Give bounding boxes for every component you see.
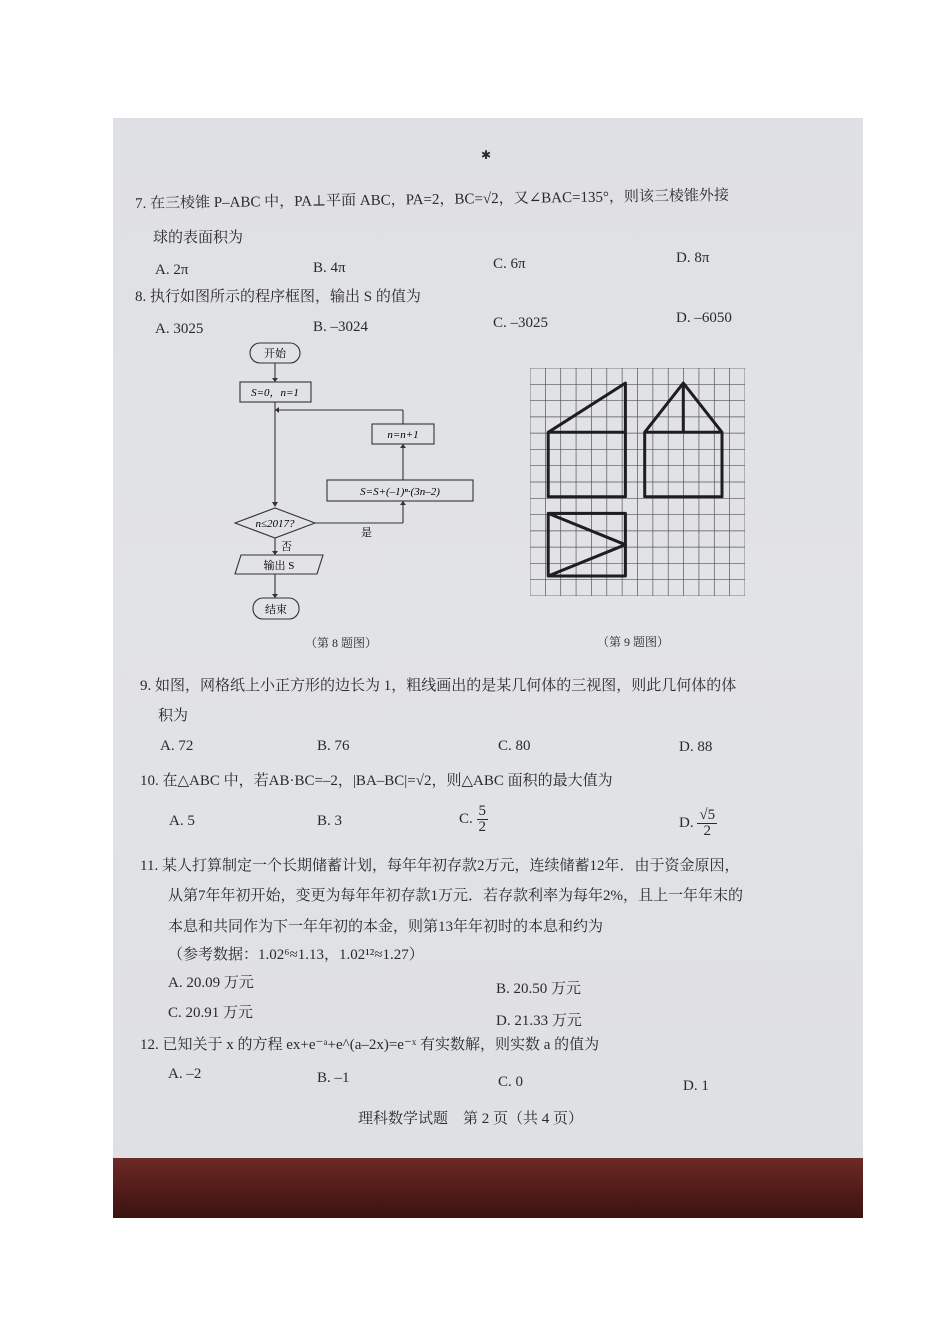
q12-option-c: C. 0 bbox=[498, 1074, 524, 1090]
q10-option-d-fraction bbox=[697, 808, 717, 839]
top-view-triangle bbox=[548, 513, 625, 576]
q8-stem: 8. 执行如图所示的程序框图，输出 S 的值为 bbox=[135, 289, 421, 305]
q9-option-d: D. 88 bbox=[679, 739, 713, 755]
q10-option-c-label: C. bbox=[459, 810, 473, 827]
q12-stem: 12. 已知关于 x 的方程 ex+e⁻ᵃ+e^(a–2x)=e⁻ˣ 有实数解，则实数 a 的值为 bbox=[140, 1037, 600, 1053]
flowchart-update-n: n=n+1 bbox=[387, 429, 419, 441]
q10-stem: 10. 在△ABC 中，若AB·BC=–2，|BA–BC|=√2，则△ABC 面积的最大值为 bbox=[140, 773, 613, 789]
q7-option-b: B. 4π bbox=[313, 260, 346, 276]
table-edge bbox=[113, 1158, 863, 1218]
flowchart-start: 开始 bbox=[264, 348, 286, 360]
q8-option-a: A. 3025 bbox=[155, 321, 204, 337]
q11-line3: 本息和共同作为下一年年初的本金，则第13年年初时的本息和约为 bbox=[168, 919, 604, 935]
q12-option-b: B. –1 bbox=[317, 1070, 350, 1086]
q10-option-c-fraction bbox=[477, 804, 489, 835]
q10-option-c-denominator: 2 bbox=[478, 819, 487, 835]
top-view-outline bbox=[548, 513, 625, 576]
q11-line2: 从第7年年初开始，变更为每年年初存款1万元．若存款利率为每年2%，且上一年年末的 bbox=[168, 888, 743, 904]
q11-option-d: D. 21.33 万元 bbox=[496, 1013, 582, 1029]
q10-option-b: B. 3 bbox=[317, 813, 343, 829]
flowchart bbox=[223, 340, 483, 630]
q9-line2: 积为 bbox=[158, 708, 189, 724]
q9-line1: 9. 如图，网格纸上小正方形的边长为 1，粗线画出的是某几何体的三视图，则此几何体的体 bbox=[140, 678, 737, 694]
flowchart-init: S=0，n=1 bbox=[251, 387, 299, 399]
q10-option-d bbox=[679, 808, 717, 839]
q10-option-c-numerator: 5 bbox=[478, 803, 487, 819]
q11-option-c: C. 20.91 万元 bbox=[168, 1005, 254, 1021]
q12-option-a: A. –2 bbox=[168, 1066, 202, 1082]
flowchart-output: 输出 S bbox=[263, 560, 295, 572]
q11-option-a: A. 20.09 万元 bbox=[168, 975, 254, 991]
flowchart-condition: n≤2017? bbox=[255, 518, 295, 530]
q10-option-d-denominator: 2 bbox=[703, 823, 711, 839]
q7-line1: 7. 在三棱锥 P–ABC 中，PA⊥平面 ABC，PA=2，BC=√2，又∠BAC=135°，则该三棱锥外接 bbox=[134, 187, 730, 213]
q11-option-b: B. 20.50 万元 bbox=[496, 981, 582, 997]
figure9-caption: （第 9 题图） bbox=[597, 635, 670, 649]
q9-option-c: C. 80 bbox=[498, 738, 531, 754]
figure8-caption: （第 8 题图） bbox=[305, 636, 378, 650]
flowchart-no: 否 bbox=[281, 541, 292, 553]
q10-option-d-numerator: √5 bbox=[699, 807, 716, 823]
three-view-grid bbox=[530, 368, 745, 596]
q10-option-c bbox=[459, 804, 488, 835]
q7-option-a: A. 2π bbox=[155, 262, 189, 278]
q8-option-b: B. –3024 bbox=[313, 319, 369, 335]
q11-line1: 11. 某人打算制定一个长期储蓄计划，每年年初存款2万元，连续储蓄12年．由于资金原因， bbox=[140, 858, 740, 874]
q8-option-d: D. –6050 bbox=[676, 310, 732, 326]
page-footer: 理科数学试题 第 2 页（共 4 页） bbox=[358, 1111, 584, 1127]
page-mark: ✱ bbox=[481, 148, 492, 162]
q9-option-a: A. 72 bbox=[160, 738, 194, 754]
paper-photo bbox=[113, 118, 863, 1218]
q7-line2: 球的表面积为 bbox=[153, 230, 244, 246]
q9-option-b: B. 76 bbox=[317, 738, 350, 754]
q11-reference: （参考数据：1.02⁶≈1.13，1.02¹²≈1.27） bbox=[168, 947, 424, 963]
q10-option-d-label: D. bbox=[679, 814, 694, 831]
q7-option-d: D. 8π bbox=[676, 250, 710, 266]
q10-option-a: A. 5 bbox=[169, 813, 195, 829]
flowchart-end: 结束 bbox=[265, 604, 287, 616]
front-view-outline bbox=[548, 383, 625, 497]
flowchart-update-s: S=S+(–1)ⁿ·(3n–2) bbox=[360, 486, 440, 498]
q8-option-c: C. –3025 bbox=[493, 315, 549, 331]
flowchart-yes: 是 bbox=[361, 527, 372, 539]
q7-option-c: C. 6π bbox=[493, 256, 526, 272]
q12-option-d: D. 1 bbox=[683, 1078, 709, 1094]
